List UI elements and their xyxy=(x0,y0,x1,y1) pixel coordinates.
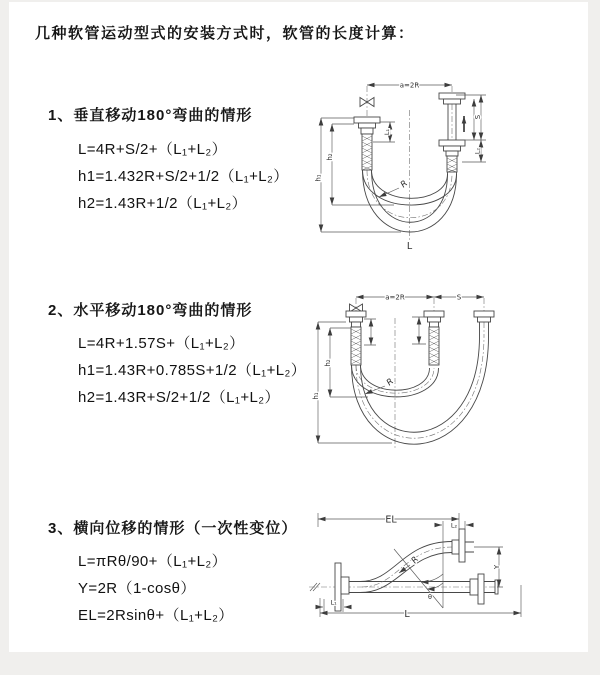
centerlines xyxy=(367,86,452,240)
section-1-formula-h2: h2=1.43R+1/2（L₁+L₂） xyxy=(78,195,248,212)
diagram-vertical-180-bend xyxy=(300,66,580,256)
angle-construction xyxy=(394,521,443,608)
dim-l2-label: L₂ xyxy=(473,147,482,155)
fitting-left xyxy=(354,117,380,170)
radius-label: R xyxy=(398,178,410,191)
dim-h2 xyxy=(326,124,394,205)
section-1-formula-h1: h1=1.432R+S/2+1/2（L₁+L₂） xyxy=(78,168,289,185)
section-2-heading: 2、水平移动180°弯曲的情形 xyxy=(48,302,253,319)
dim-el-label: EL xyxy=(385,514,397,526)
dim-a2r xyxy=(367,82,452,90)
section-2-formula-h1: h1=1.43R+0.785S+1/2（L₁+L₂） xyxy=(78,362,307,379)
section-3-formula-l: L=πRθ/90+（L₁+L₂） xyxy=(78,553,227,570)
hose-s-curve xyxy=(360,542,452,593)
flange-top-right xyxy=(452,529,474,562)
dim-l1-label: L₁ xyxy=(330,598,337,607)
dim-l2 xyxy=(474,140,482,162)
dim-connector-middle xyxy=(412,317,426,344)
radius-pointer xyxy=(379,179,410,197)
dim-l-label: L xyxy=(404,609,410,620)
diagram-horizontal-180-bend xyxy=(300,283,598,458)
section-3-heading: 3、横向位移的情形（一次性变位） xyxy=(48,520,298,537)
fitting-middle xyxy=(424,311,444,365)
dim-y-label: Y xyxy=(492,564,501,570)
dim-s xyxy=(434,294,484,302)
dim-h1-label: h₁ xyxy=(314,174,323,182)
dim-l2-label: L₂ xyxy=(450,521,458,530)
dim-l1 xyxy=(373,122,395,142)
page-title: 几种软管运动型式的安装方式时，软管的长度计算： xyxy=(35,25,415,42)
radius-label: R xyxy=(409,554,422,566)
radius-label: R xyxy=(384,376,396,389)
dim-l1-label: L₁ xyxy=(383,128,392,136)
section-3-formula-el: EL=2Rsinθ+（L₁+L₂） xyxy=(78,607,234,624)
section-2-formula-l: L=4R+1.57S+（L₁+L₂） xyxy=(78,335,245,352)
hose-u-band xyxy=(352,322,489,444)
dim-s-label: S xyxy=(473,114,482,120)
dim-a2r xyxy=(356,294,434,302)
dim-h2-label: h₂ xyxy=(325,153,334,161)
centerlines xyxy=(356,298,484,448)
dim-l2 xyxy=(435,521,473,532)
dim-connector-left xyxy=(364,319,376,345)
dim-a2r-label: a=2R xyxy=(385,293,405,302)
section-2-formula-h2: h2=1.43R+S/2+1/2（L₁+L₂） xyxy=(78,389,280,406)
fitting-right-lower xyxy=(439,140,465,172)
section-3-formula-y: Y=2R（1-cosθ） xyxy=(78,580,196,597)
section-1-formula-l: L=4R+S/2+（L₁+L₂） xyxy=(78,141,228,158)
fitting-left xyxy=(346,311,366,365)
fitting-right-moved xyxy=(474,311,494,322)
dim-h2-label: h₂ xyxy=(323,359,332,367)
dim-a2r-label: a=2R xyxy=(399,81,420,90)
flange-left xyxy=(335,563,349,611)
section-1-heading: 1、垂直移动180°弯曲的情形 xyxy=(48,107,253,124)
radius-pointer xyxy=(399,555,421,573)
dim-s-label: S xyxy=(456,293,462,302)
length-label: L xyxy=(406,241,413,252)
dim-el xyxy=(318,513,459,529)
angle-label: θ xyxy=(428,593,432,601)
diagram-lateral-displacement xyxy=(305,500,600,635)
flange-bottom-right xyxy=(470,574,498,604)
dim-l xyxy=(320,585,521,620)
dim-l1 xyxy=(317,599,350,613)
dim-h1-label: h₁ xyxy=(311,392,320,400)
